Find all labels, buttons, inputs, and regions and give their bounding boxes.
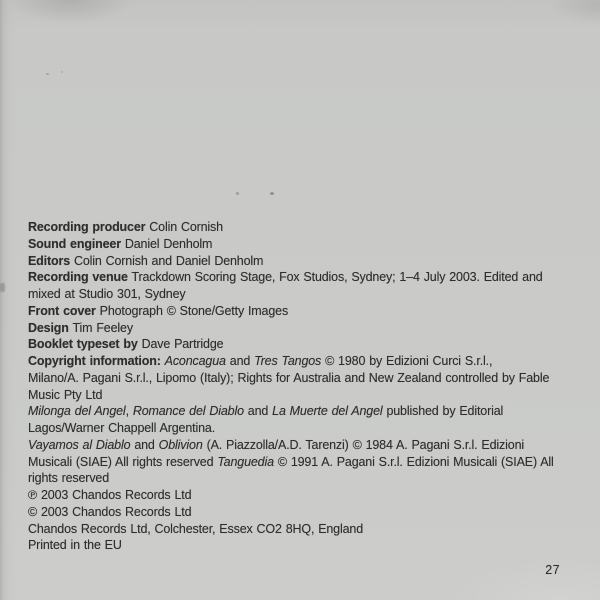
credit-segment-bold: Recording producer xyxy=(28,220,146,234)
credit-segment-regular: © 1980 by Edizioni Curci S.r.l., xyxy=(321,354,493,368)
scan-speck xyxy=(236,192,239,195)
credit-segment-regular: Colin Cornish and Daniel Denholm xyxy=(70,253,264,268)
scan-speck xyxy=(46,73,49,75)
page-number: 27 xyxy=(545,563,560,577)
credit-segment-italic: Tres Tangos xyxy=(254,354,322,368)
credit-segment-regular: (A. Piazzolla/A.D. Tarenzi) © 1984 A. Pagani S.r.l. Edizioni xyxy=(202,437,525,452)
credit-segment-regular: and xyxy=(130,437,159,452)
credit-segment-italic: Aconcagua xyxy=(164,354,226,368)
credit-segment-bold: Recording venue xyxy=(28,270,128,285)
credits-line xyxy=(28,303,588,320)
credits-line xyxy=(28,521,588,538)
credits-line xyxy=(28,286,588,303)
credits-line xyxy=(28,387,588,404)
credits-line xyxy=(28,403,588,420)
credit-segment-regular: Musicali (SIAE) All rights reserved xyxy=(28,454,218,469)
credit-segment-regular: and xyxy=(225,354,255,368)
credit-segment-bold: Design xyxy=(28,320,69,335)
credit-segment-regular: Photograph © Stone/Getty Images xyxy=(95,303,289,318)
credit-segment-regular: published by Editorial xyxy=(382,404,504,419)
credits-line xyxy=(28,454,588,471)
credits-line xyxy=(28,437,588,454)
credit-segment-regular: Daniel Denholm xyxy=(120,236,213,251)
credit-segment-regular: mixed at Studio 301, Sydney xyxy=(28,287,186,301)
credits-line xyxy=(28,336,588,353)
credit-segment-bold: Copyright information: xyxy=(28,354,161,368)
credits-line xyxy=(28,470,588,487)
credit-segment-regular: Colin Cornish xyxy=(145,220,223,234)
credit-segment-italic: La Muerte del Angel xyxy=(272,404,383,419)
credit-segment-regular: Lagos/Warner Chappell Argentina. xyxy=(28,421,216,435)
credit-segment-bold: Booklet typeset by xyxy=(28,337,138,352)
credit-segment-bold: Sound engineer xyxy=(28,236,121,251)
credits-line xyxy=(28,370,588,387)
credit-segment-italic: Tanguedia xyxy=(217,454,274,469)
credit-segment-regular: Chandos Records Ltd, Colchester, Essex CO2 8HQ, England xyxy=(28,521,364,536)
credits-line xyxy=(28,320,588,337)
credit-segment-regular: ℗ 2003 Chandos Records Ltd xyxy=(28,488,192,502)
credit-segment-regular: , xyxy=(125,404,133,419)
credit-segment-italic: Romance del Diablo xyxy=(132,404,244,419)
credit-segment-bold: Editors xyxy=(28,253,71,268)
credits-block xyxy=(28,219,588,554)
credit-segment-regular: © 1991 A. Pagani S.r.l. Edizioni Musicali (SIAE) All xyxy=(273,454,554,469)
credits-line xyxy=(28,487,588,504)
credit-segment-regular: rights reserved xyxy=(28,471,110,486)
page-edge-mark xyxy=(0,283,5,292)
credit-segment-bold: Front cover xyxy=(28,303,96,318)
credit-segment-regular: Trackdown Scoring Stage, Fox Studios, Sydney; 1–4 July 2003. Edited and xyxy=(127,270,543,285)
credit-segment-regular: Milano/A. Pagani S.r.l., Lipomo (Italy); Rights for Australia and New Zealand controlled by Fable xyxy=(28,370,550,385)
credits-line xyxy=(28,537,588,554)
credits-line xyxy=(28,269,588,286)
scan-speck xyxy=(61,71,63,73)
credit-segment-italic: Milonga del Angel xyxy=(28,404,126,419)
credit-segment-italic: Vayamos al Diablo xyxy=(28,437,131,452)
credit-segment-italic: Oblivion xyxy=(158,437,203,452)
credit-segment-regular: Music Pty Ltd xyxy=(28,387,103,402)
credit-segment-regular: and xyxy=(243,404,273,419)
credit-segment-regular: Printed in the EU xyxy=(28,538,122,553)
credit-segment-regular: © 2003 Chandos Records Ltd xyxy=(28,504,192,519)
credits-line xyxy=(28,504,588,521)
credit-segment-regular: Dave Partridge xyxy=(137,337,224,352)
credits-line xyxy=(28,253,588,270)
credits-line xyxy=(28,420,588,437)
scan-speck xyxy=(270,192,274,195)
credits-line xyxy=(28,353,588,370)
credits-line xyxy=(28,219,588,236)
credit-segment-regular: Tim Feeley xyxy=(68,320,133,335)
credits-line xyxy=(28,236,588,253)
